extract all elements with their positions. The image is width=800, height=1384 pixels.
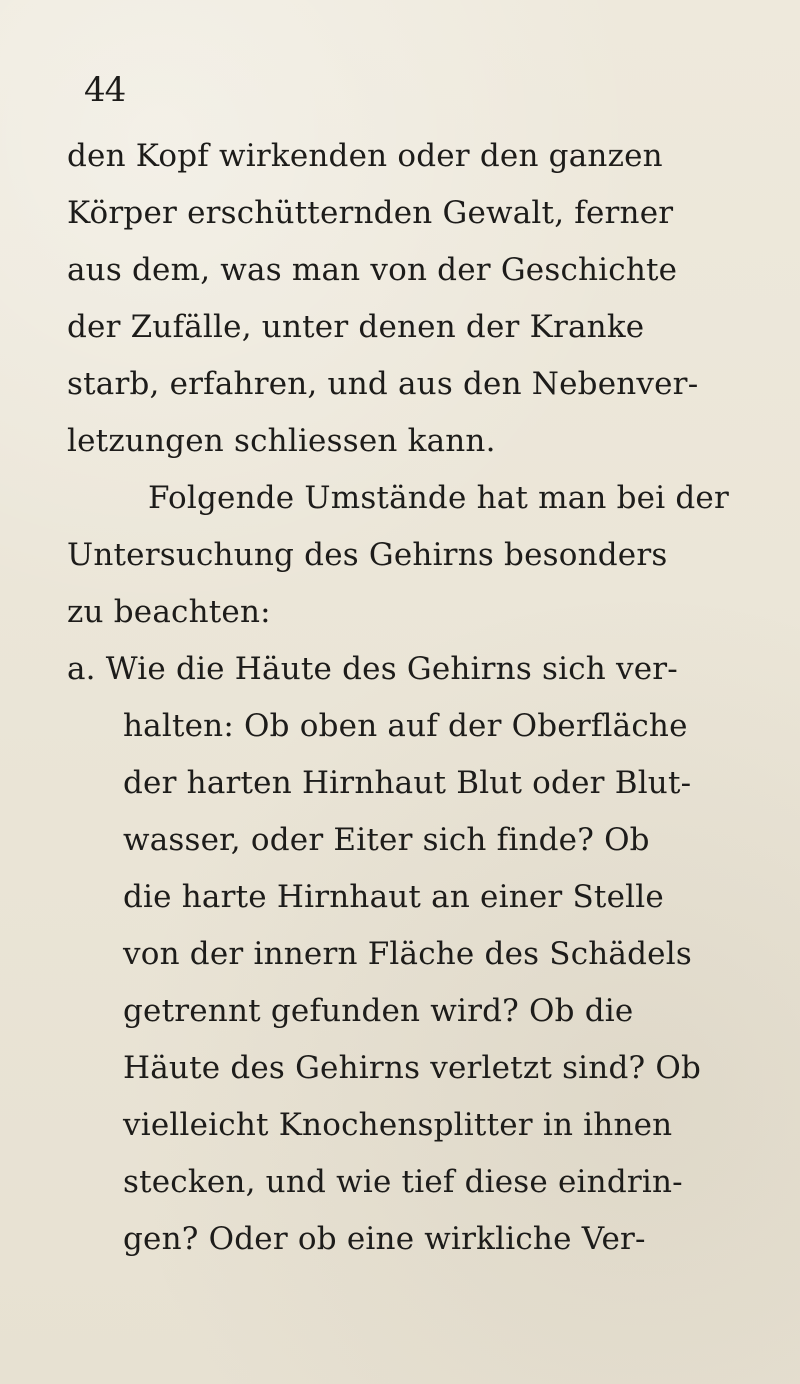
text-line: halten: Ob oben auf der Oberfläche: [123, 708, 688, 744]
text-line: der harten Hirnhaut Blut oder Blut-: [123, 765, 692, 801]
text-line: gen? Oder ob eine wirkliche Ver-: [123, 1221, 646, 1257]
text-line: a. Wie die Häute des Gehirns sich ver-: [67, 651, 678, 687]
text-line: Untersuchung des Gehirns besonders: [67, 537, 668, 573]
text-line: den Kopf wirkenden oder den ganzen: [67, 138, 663, 174]
text-line: letzungen schliessen kann.: [67, 423, 496, 459]
text-line: aus dem, was man von der Geschichte: [67, 252, 678, 288]
text-line: von der innern Fläche des Schädels: [123, 936, 692, 972]
text-line: Körper erschütternden Gewalt, ferner: [67, 195, 674, 231]
text-line: starb, erfahren, und aus den Nebenver-: [67, 366, 699, 402]
text-line: der Zufälle, unter denen der Kranke: [67, 309, 645, 345]
text-line: stecken, und wie tief diese eindrin-: [123, 1164, 683, 1200]
text-line: die harte Hirnhaut an einer Stelle: [123, 879, 664, 915]
page-number: 44: [84, 70, 126, 110]
text-line: getrennt gefunden wird? Ob die: [123, 993, 634, 1029]
text-line: Folgende Umstände hat man bei der: [148, 480, 729, 516]
text-line: vielleicht Knochensplitter in ihnen: [123, 1107, 673, 1143]
text-line: Häute des Gehirns verletzt sind? Ob: [123, 1050, 702, 1086]
text-line: wasser, oder Eiter sich finde? Ob: [123, 822, 650, 858]
text-line: zu beachten:: [67, 594, 271, 630]
